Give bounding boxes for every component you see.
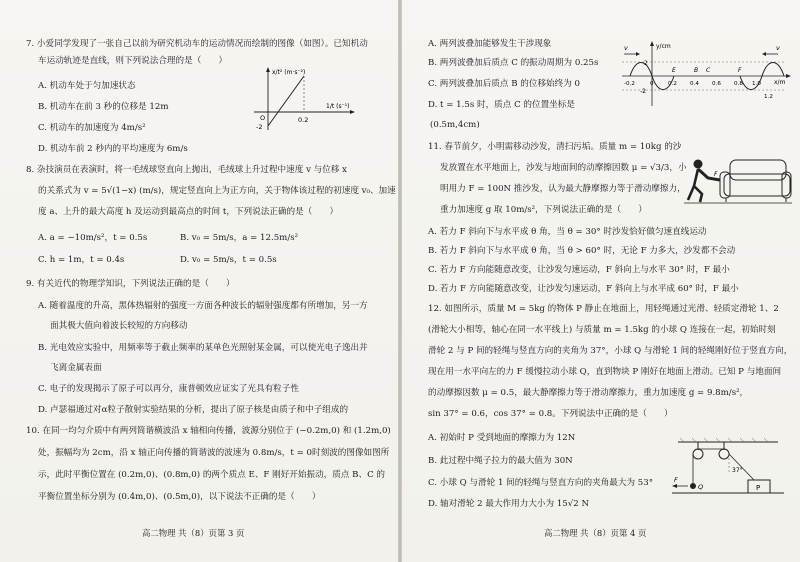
left-page-footer: 高二物理 共（8）页第 3 页 bbox=[142, 528, 245, 538]
q12-q-label: Q bbox=[698, 483, 704, 491]
q7-graph-ylabel: x/t² (m·s⁻²) bbox=[272, 69, 306, 76]
q7-stem-line1: 7. 小爱同学发现了一张自己以前为研究机动车的运动情况而绘制的图像（如图）。已知机动 bbox=[26, 39, 368, 49]
q10-wave-xtick-6: 1.0 bbox=[752, 81, 761, 87]
q10-wave-point-e: E bbox=[672, 67, 676, 74]
q9-option-a-line2: 面其极大值向着波长较短的方向移动 bbox=[50, 321, 188, 331]
q12-option-a: A. 初始时 P 受到地面的摩擦力为 12N bbox=[428, 433, 576, 443]
q9-option-a-line1: A. 随着温度的升高，黑体热辐射的强度一方面各种波长的辐射强度都有所增加，另一方 bbox=[38, 301, 368, 311]
q9-stem: 9. 有关近代的物理学知识，下列说法正确的是（ ） bbox=[26, 279, 235, 289]
q10-wave-graph bbox=[616, 40, 794, 110]
q12-option-d: D. 轴对滑轮 2 最大作用力大小为 15√2 N bbox=[428, 499, 589, 509]
q11-stem-line4: 重力加速度 g 取 10m/s²，下列说法正确的是（ ） bbox=[440, 205, 647, 215]
q8-option-d: D. v₀ = 5m/s，t = 0.5s bbox=[180, 255, 277, 265]
q10-wave-point-c: C bbox=[706, 67, 711, 74]
q10-option-b: B. 两列波叠加后质点 C 的振动周期为 0.25s bbox=[428, 58, 599, 68]
q7-option-a: A. 机动车处于匀加速状态 bbox=[38, 81, 136, 91]
q10-option-c: C. 两列波叠加后质点 B 的位移始终为 0 bbox=[428, 79, 581, 89]
q10-wave-xtick-3: 0.4 bbox=[690, 81, 699, 87]
q11-option-d: D. 若力 F 方向能随意改变，让沙发匀速运动，F 斜向上与水平成 60° 时，F 最小 bbox=[428, 284, 739, 294]
q10-wave-ybottom: -2 bbox=[640, 88, 646, 95]
q12-option-c: C. 小球 Q 与滑轮 1 间的轻绳与竖直方向的夹角最大为 53° bbox=[428, 478, 654, 488]
q10-wave-ylabel: y/cm bbox=[656, 43, 671, 50]
q10-option-d-coord: (0.5m,4cm) bbox=[430, 120, 480, 130]
q12-stem-line1: 12. 如图所示，质量 M = 5kg 的物体 P 静止在地面上，用轻绳通过光滑、轻质定滑轮 1、2 bbox=[428, 304, 779, 314]
q7-graph-xmark: 0.2 bbox=[298, 116, 309, 124]
q12-option-b: B. 此过程中绳子拉力的最大值为 30N bbox=[428, 456, 573, 466]
q12-pulley-diagram bbox=[668, 434, 788, 500]
q9-option-b-line1: B. 光电效应实验中，用频率等于截止频率的某单色光照射某金属，可以使光电子逸出并 bbox=[38, 343, 368, 353]
q12-f-label: F bbox=[674, 476, 678, 484]
q7-option-d: D. 机动车前 2 秒内的平均速度为 6m/s bbox=[38, 144, 188, 154]
q10-wave-point-f: F bbox=[738, 67, 742, 74]
q8-option-a: A. a = −10m/s²，t = 0.5s bbox=[38, 233, 148, 243]
q12-p-label: P bbox=[756, 484, 761, 492]
q7-graph-xlabel: 1/t (s⁻¹) bbox=[326, 103, 350, 110]
q8-stem-line2: 的关系式为 v = 5√(1−x) (m/s)，规定竖直向上为正方向，关于物体该过程的初速度 v₀、加速 bbox=[38, 186, 396, 196]
q10-stem-line1: 10. 在同一均匀介质中有两列简谐横波沿 x 轴相向传播，波源分别位于 (−0.2m,0) 和 (1.2m,0) bbox=[26, 426, 391, 436]
q10-wave-xtick-0: -0.2 bbox=[624, 81, 635, 87]
q10-wave-xtick-5: 0.8 bbox=[734, 81, 743, 87]
q7-graph-ymark: -2 bbox=[256, 123, 263, 131]
q10-wave-v-left: v bbox=[624, 44, 628, 52]
q12-stem-line5: 的动摩擦因数 μ = 0.5，最大静摩擦力等于滑动摩擦力，重力加速度 g = 9.8m/s²， bbox=[428, 388, 749, 398]
q12-stem-line2: (滑轮大小相等，轴心在同一水平线上) 与质量 m = 1.5kg 的小球 Q 连接在一起，初始时刻 bbox=[428, 325, 776, 335]
q7-graph-origin: O bbox=[260, 114, 266, 122]
q9-option-b-line2: 飞离金属表面 bbox=[50, 363, 102, 373]
q12-stem-line3: 滑轮 2 与 P 间的轻绳与竖直方向的夹角为 37°，小球 Q 与滑轮 1 间的轻绳刚好位于竖直方向， bbox=[428, 346, 793, 356]
q11-stem-line2: 发放置在水平地面上，沙发与地面间的动摩擦因数 μ = √3/3，小 bbox=[440, 163, 687, 173]
q9-option-d: D. 卢瑟福通过对α粒子散射实验结果的分析，提出了原子核是由质子和中子组成的 bbox=[38, 405, 349, 415]
q12-angle-label: 37° bbox=[732, 467, 743, 474]
q11-option-a: A. 若力 F 斜向下与水平成 θ 角，当 θ = 30° 时沙发恰好做匀速直线运动 bbox=[428, 227, 707, 237]
q10-stem-line4: 平衡位置坐标分别为 (0.4m,0)、(0.5m,0)，以下说法不正确的是（ ） bbox=[38, 492, 321, 502]
left-page bbox=[0, 0, 398, 562]
q12-stem-line4: 现在用一水平向左的力 F 缓慢拉动小球 Q，直到物块 P 刚好在地面上滑动。已知 P 与地面间 bbox=[428, 367, 782, 377]
q10-wave-xtick-1: 0 bbox=[650, 81, 654, 87]
q10-wave-ytop: 2 bbox=[644, 60, 648, 67]
svg-text:F: F bbox=[714, 171, 718, 178]
q9-option-c: C. 电子的发现揭示了原子可以再分，康普顿效应证实了光具有粒子性 bbox=[38, 384, 299, 394]
q11-stem-line3: 明用力 F = 100N 推沙发，认为最大静摩擦力等于滑动摩擦力， bbox=[440, 184, 686, 194]
q11-option-b: B. 若力 F 斜向下与水平成 θ 角，当 θ > 60° 时，无论 F 力多大，沙发都不会动 bbox=[428, 246, 736, 256]
right-page-footer: 高二物理 共（8）页第 4 页 bbox=[544, 528, 647, 538]
q7-graph bbox=[246, 66, 358, 132]
q10-wave-v-right: v bbox=[776, 44, 780, 52]
right-page bbox=[402, 0, 800, 562]
q8-option-c: C. h = 1m，t = 0.4s bbox=[38, 255, 125, 265]
q10-option-d: D. t = 1.5s 时，质点 C 的位置坐标是 bbox=[428, 100, 575, 110]
q10-wave-xtick-2: 0.2 bbox=[668, 81, 677, 87]
q11-option-c: C. 若力 F 方向能随意改变，让沙发匀速运动，F 斜向上与水平 30° 时，F 最小 bbox=[428, 265, 730, 275]
q10-wave-xtick-4: 0.6 bbox=[712, 81, 721, 87]
q7-stem-line2: 车运动轨迹是直线，则下列说法合理的是（ ） bbox=[38, 56, 228, 66]
q7-option-c: C. 机动车的加速度为 4m/s² bbox=[38, 123, 146, 133]
q11-stem-line1: 11. 春节前夕，小明需移动沙发，清扫污垢。质量 m = 10kg 的沙 bbox=[428, 142, 682, 152]
q10-wave-point-b: B bbox=[694, 67, 699, 74]
q8-stem-line1: 8. 杂技演员在表演时，将一毛绒球竖直向上抛出，毛绒球上升过程中速度 v 与位移 x bbox=[26, 165, 348, 175]
q10-option-a: A. 两列波叠加能够发生干涉现象 bbox=[428, 39, 552, 49]
q11-sofa-illustration bbox=[684, 150, 792, 208]
q8-option-b: B. v₀ = 5m/s，a = 12.5m/s² bbox=[180, 233, 299, 243]
q8-stem-line3: 度 a、上升的最大高度 h 及运动到最高点的时间 t，下列说法正确的是（ ） bbox=[38, 207, 339, 217]
q7-option-b: B. 机动车在前 3 秒的位移是 12m bbox=[38, 102, 169, 112]
q12-stem-line6: sin 37° = 0.6，cos 37° = 0.8。下列说法中正确的是（ ） bbox=[428, 409, 673, 419]
q10-stem-line3: 示，此时平衡位置在 (0.2m,0)、(0.8m,0) 的两个质点 E、F 刚好开始振动，质点 B、C 的 bbox=[38, 470, 385, 480]
q10-wave-xlabel: x/m bbox=[774, 79, 786, 86]
q10-stem-line2: 处，振幅均为 2cm，沿 x 轴正向传播的简谐波的波速为 0.8m/s，t = 0时刻波的图像如图所 bbox=[38, 448, 390, 458]
q10-wave-xtick-7: 1.2 bbox=[764, 94, 773, 100]
